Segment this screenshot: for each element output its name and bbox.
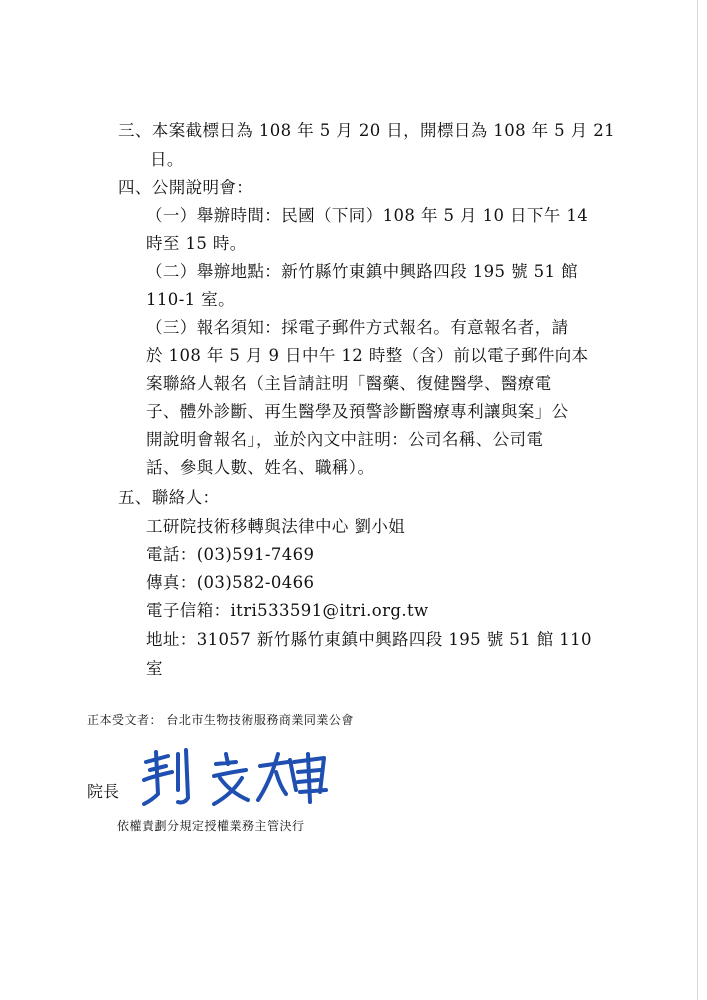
section-four-item3-line4: 子、體外診斷、再生醫學及預警診斷醫療專利讓與案」公 xyxy=(146,402,569,421)
recipient-line: 正本受文者： 台北市生物技術服務商業同業公會 xyxy=(87,713,354,727)
section-five-heading: 五、聯絡人： xyxy=(118,488,220,507)
handwritten-signature xyxy=(128,742,338,822)
section-four-heading: 四、公開說明會： xyxy=(118,178,254,197)
contact-fax: 傳真：(03)582-0466 xyxy=(146,573,315,592)
section-four-item3-line6: 話、參與人數、姓名、職稱）。 xyxy=(146,458,375,477)
section-four-item3-line5: 開說明會報名」，並於內文中註明：公司名稱、公司電 xyxy=(146,430,544,449)
page-edge-line xyxy=(697,0,698,1000)
contact-address-line2: 室 xyxy=(146,659,163,678)
section-four-item3-line1: （三）報名須知：採電子郵件方式報名。有意報名者，請 xyxy=(146,318,569,337)
section-four-item3-line2: 於 108 年 5 月 9 日中午 12 時整（含）前以電子郵件向本 xyxy=(146,346,589,365)
delegation-note: 依權責劃分規定授權業務主管決行 xyxy=(117,819,305,833)
contact-phone: 電話：(03)591-7469 xyxy=(146,545,315,564)
contact-address-line1: 地址：31057 新竹縣竹東鎮中興路四段 195 號 51 館 110 xyxy=(146,630,592,649)
section-four-item3-line3: 案聯絡人報名（主旨請註明「醫藥、復健醫學、醫療電 xyxy=(146,374,552,393)
section-four-item2-line1: （二）舉辦地點：新竹縣竹東鎮中興路四段 195 號 51 館 xyxy=(146,262,578,281)
contact-email: 電子信箱：itri533591@itri.org.tw xyxy=(146,601,429,620)
section-four-item2-line2: 110-1 室。 xyxy=(146,290,236,309)
section-three-line1: 三、本案截標日為 108 年 5 月 20 日，開標日為 108 年 5 月 21 xyxy=(118,121,616,140)
section-three-line2: 日。 xyxy=(150,150,184,169)
contact-org: 工研院技術移轉與法律中心 劉小姐 xyxy=(146,517,406,536)
signer-title: 院長 xyxy=(87,782,120,801)
section-four-item1-line2: 時至 15 時。 xyxy=(146,234,247,253)
section-four-item1-line1: （一）舉辦時間：民國（下同）108 年 5 月 10 日下午 14 xyxy=(146,206,589,225)
